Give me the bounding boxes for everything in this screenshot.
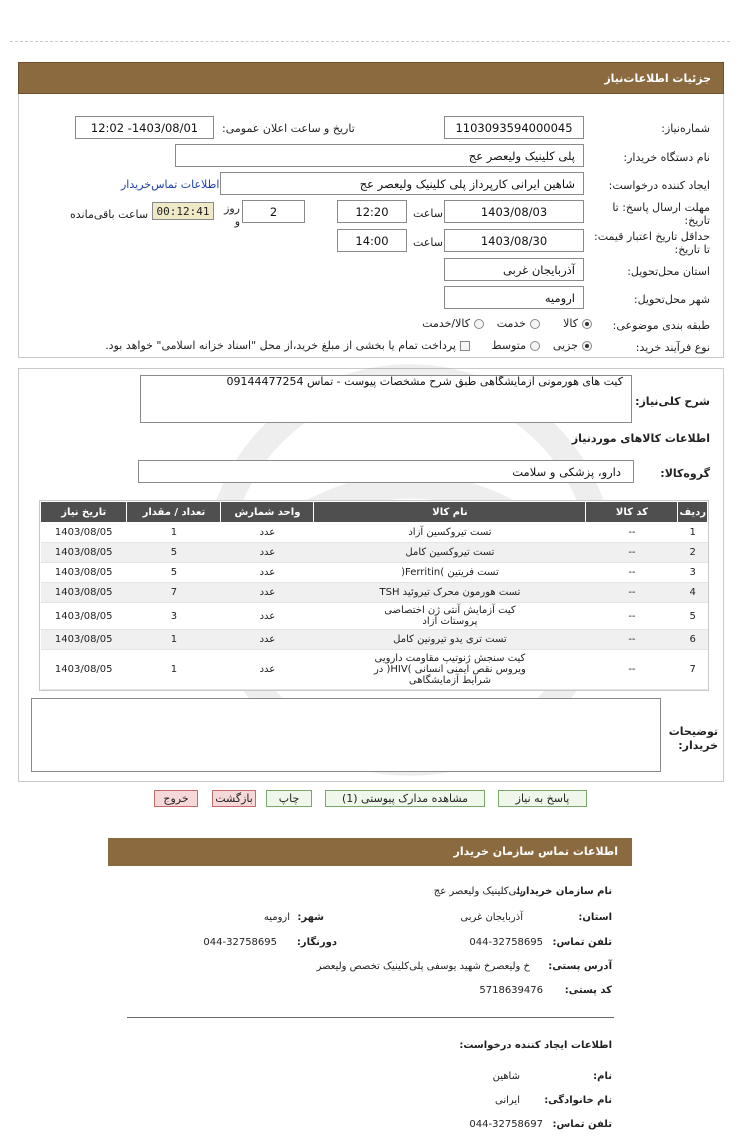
days-remaining-field: 2	[242, 200, 305, 223]
row-number-cell: 6	[678, 630, 708, 650]
row-number-cell: 1	[678, 523, 708, 543]
validity-label: حداقل تاریخ اعتبار قیمت: تا تاریخ:	[594, 230, 710, 256]
name-cell: تست فریتین )Ferritin(	[314, 563, 586, 583]
col-name-header: نام کالا	[314, 502, 586, 523]
row-number-cell: 4	[678, 583, 708, 603]
contact-section-header	[108, 838, 632, 866]
qty-cell: 1	[127, 523, 221, 543]
date-cell: 1403/08/05	[41, 563, 127, 583]
deadline-label: مهلت ارسال پاسخ: تا تاریخ:	[612, 201, 710, 227]
date-cell: 1403/08/05	[41, 523, 127, 543]
unit-cell: عدد	[221, 630, 314, 650]
code-cell: --	[586, 523, 678, 543]
creator-name-value: شاهین	[492, 1071, 520, 1082]
print-button[interactable]: چاپ	[266, 790, 312, 807]
code-cell: --	[586, 583, 678, 603]
checkbox-icon[interactable]	[460, 341, 470, 351]
radio-icon[interactable]	[474, 319, 484, 329]
announce-label: تاریخ و ساعت اعلان عمومی:	[222, 122, 355, 135]
creator-name-label: نام:	[593, 1071, 612, 1082]
name-cell: تست تری یدو تیرونین کامل	[314, 630, 586, 650]
validity-time-field: 14:00	[337, 229, 407, 252]
contact-fax-value: 044-32758695	[203, 937, 277, 948]
category-option-goods-service[interactable]: کالا/خدمت	[422, 317, 484, 330]
province-label: استان محل‌تحویل:	[627, 265, 710, 278]
name-cell: کیت سنجش ژنوتیپ مقاومت دارویی ویروس نقص ایمنی انسانی )HIV( در شرایط آزمایشگاهی	[314, 650, 586, 690]
table-row	[41, 523, 708, 543]
buyer-contact-link[interactable]: اطلاعات تماس‌خریدار	[121, 178, 220, 191]
table-row	[41, 603, 708, 630]
table-row	[41, 650, 708, 690]
city-field: ارومیه	[444, 286, 584, 309]
table-row	[41, 630, 708, 650]
need-number-label: شماره‌نیاز:	[661, 122, 710, 135]
contact-city-value: ارومیه	[263, 912, 290, 923]
validity-time-label: ساعت	[413, 236, 443, 249]
date-cell: 1403/08/05	[41, 630, 127, 650]
name-cell: کیت آزمایش آنتی ژن اختصاصی پروستات آزاد	[314, 603, 586, 630]
code-cell: --	[586, 603, 678, 630]
exit-button[interactable]: خروج	[154, 790, 198, 807]
radio-icon[interactable]	[530, 319, 540, 329]
attachments-button[interactable]: مشاهده مدارک پیوستی (1)	[325, 790, 485, 807]
buyer-org-label: نام دستگاه خریدار:	[623, 151, 710, 164]
name-cell: تست هورمون محرک تیروئید TSH	[314, 583, 586, 603]
unit-cell: عدد	[221, 650, 314, 690]
contact-postal-label: کد پستی:	[564, 985, 612, 996]
contact-fax-label: دورنگار:	[296, 937, 337, 948]
category-option-service[interactable]: خدمت	[497, 317, 540, 330]
unit-cell: عدد	[221, 543, 314, 563]
date-cell: 1403/08/05	[41, 603, 127, 630]
qty-cell: 7	[127, 583, 221, 603]
remaining-label: ساعت باقی‌مانده	[70, 208, 149, 221]
unit-cell: عدد	[221, 563, 314, 583]
contact-phone-value: 044-32758695	[469, 937, 543, 948]
process-option-minor[interactable]: جزیی	[553, 339, 592, 352]
creator-info-heading: اطلاعات ایجاد کننده درخواست:	[459, 1040, 612, 1051]
radio-icon[interactable]	[530, 341, 540, 351]
code-cell: --	[586, 650, 678, 690]
creator-phone-label: تلفن تماس:	[552, 1119, 612, 1130]
qty-cell: 1	[127, 650, 221, 690]
goods-info-heading: اطلاعات کالاهای موردنیاز	[571, 432, 710, 445]
col-qty-header: تعداد / مقدار	[127, 502, 221, 523]
contact-phone-label: تلفن تماس:	[552, 937, 612, 948]
need-number-field: 1103093594000045	[444, 116, 584, 139]
category-option-goods[interactable]: کالا	[563, 317, 592, 330]
reply-button[interactable]: پاسخ به نیاز	[498, 790, 587, 807]
contact-province-value: آذربایجان غربی	[460, 912, 523, 923]
goods-group-label: گروه‌کالا:	[660, 467, 710, 480]
creator-field: شاهین ایرانی کارپرداز پلی کلینیک ولیعصر عج	[220, 172, 584, 195]
table-row	[41, 543, 708, 563]
code-cell: --	[586, 543, 678, 563]
row-number-cell: 5	[678, 603, 708, 630]
table-row	[41, 583, 708, 603]
row-number-cell: 2	[678, 543, 708, 563]
items-table-wrapper	[39, 500, 709, 691]
contact-org-label: نام سازمان خریدار:	[516, 886, 612, 897]
process-label: نوع فرآیند خرید:	[635, 341, 710, 354]
contact-city-label: شهر:	[297, 912, 324, 923]
qty-cell: 1	[127, 630, 221, 650]
name-cell: تست تیروکسین آزاد	[314, 523, 586, 543]
col-date-header: تاریخ نیاز	[41, 502, 127, 523]
countdown-timer: 00:12:41	[152, 202, 214, 220]
buyer-notes-field	[31, 698, 661, 772]
province-field: آذربایجان غربی	[444, 258, 584, 281]
process-option-medium[interactable]: متوسط	[491, 339, 540, 352]
radio-selected-icon[interactable]	[582, 319, 592, 329]
buyer-org-field: پلی کلینیک ولیعصر عج	[175, 144, 584, 167]
table-row	[41, 563, 708, 583]
treasury-payment-option[interactable]: پرداخت تمام یا بخشی از مبلغ خرید،از محل "اسناد خزانه اسلامی" خواهد بود.	[105, 339, 470, 352]
page-title: جزئیات اطلاعات‌نیاز	[604, 72, 711, 85]
code-cell: --	[586, 630, 678, 650]
creator-family-label: نام خانوادگی:	[544, 1095, 612, 1106]
back-button[interactable]: بازگشت	[212, 790, 256, 807]
deadline-date-field: 1403/08/03	[444, 200, 584, 223]
deadline-time-field: 12:20	[337, 200, 407, 223]
qty-cell: 5	[127, 543, 221, 563]
items-table	[40, 501, 708, 690]
city-label: شهر محل‌تحویل:	[633, 293, 710, 306]
creator-phone-value: 044-32758697	[469, 1119, 543, 1130]
creator-family-value: ایرانی	[495, 1095, 520, 1106]
contact-address-value: خ ولیعصرخ شهید یوسفی پلی‌کلینیک تخصص ولیعصر	[316, 961, 530, 972]
buyer-notes-label: توضیحات خریدار:	[668, 725, 718, 752]
validity-date-field: 1403/08/30	[444, 229, 584, 252]
code-cell: --	[586, 563, 678, 583]
radio-selected-icon[interactable]	[582, 341, 592, 351]
contact-postal-value: 5718639476	[479, 985, 543, 996]
contact-org-value: پلی‌کلینیک ولیعصر عج	[433, 886, 523, 897]
col-code-header: کد کالا	[586, 502, 678, 523]
category-label: طبقه بندی موضوعی:	[612, 319, 710, 332]
contact-address-label: آدرس پستی:	[548, 961, 612, 972]
unit-cell: عدد	[221, 583, 314, 603]
description-field: کیت های هورمونی آزمایشگاهی طبق شرح مشخصات پیوست - تماس 09144477254	[140, 375, 632, 423]
unit-cell: عدد	[221, 523, 314, 543]
qty-cell: 5	[127, 563, 221, 583]
col-unit-header: واحد شمارش	[221, 502, 314, 523]
deadline-time-label: ساعت	[413, 207, 443, 220]
page-header	[18, 62, 724, 94]
contact-divider	[127, 1017, 614, 1018]
name-cell: تست تیروکسین کامل	[314, 543, 586, 563]
qty-cell: 3	[127, 603, 221, 630]
announce-field: 1403/08/01- 12:02	[75, 116, 214, 139]
top-divider	[10, 41, 730, 42]
description-label: شرح کلی‌نیاز:	[635, 395, 710, 408]
row-number-cell: 7	[678, 650, 708, 690]
goods-group-field: دارو، پزشکی و سلامت	[138, 460, 634, 483]
contact-section-title: اطلاعات تماس سازمان خریدار	[453, 845, 618, 858]
col-row-header: ردیف	[678, 502, 708, 523]
contact-province-label: استان:	[578, 912, 612, 923]
row-number-cell: 3	[678, 563, 708, 583]
days-label: روز و	[224, 202, 240, 228]
creator-label: ایجاد کننده درخواست:	[608, 179, 710, 192]
date-cell: 1403/08/05	[41, 650, 127, 690]
unit-cell: عدد	[221, 603, 314, 630]
date-cell: 1403/08/05	[41, 543, 127, 563]
date-cell: 1403/08/05	[41, 583, 127, 603]
